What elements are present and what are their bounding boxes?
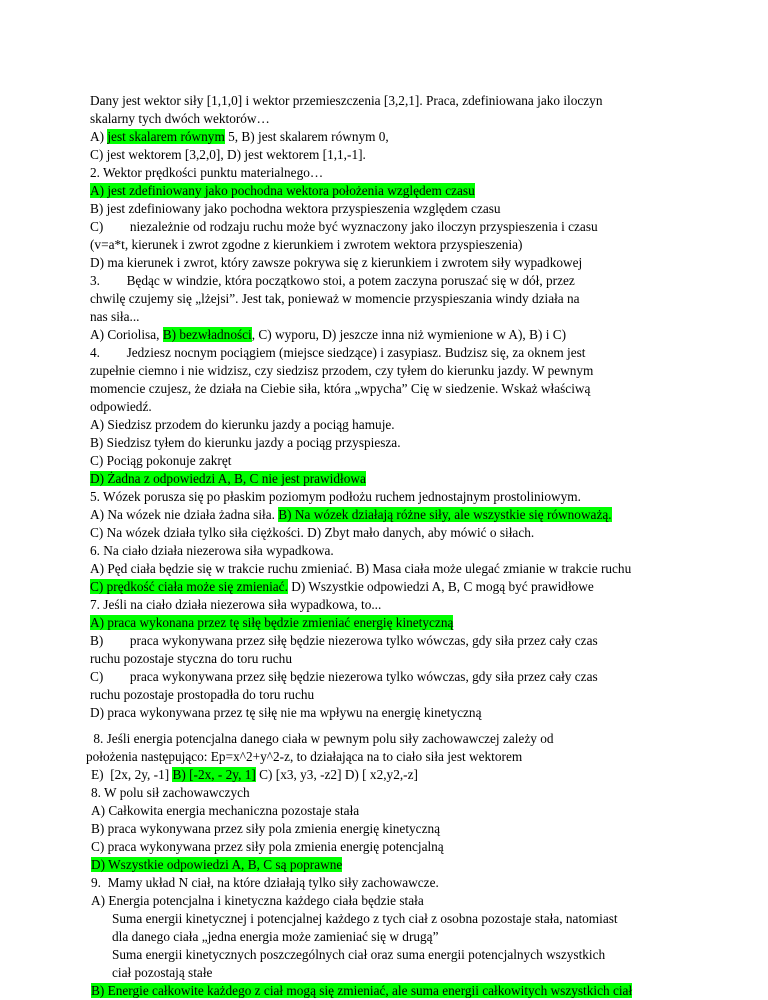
text-run: A) Na wózek nie działa żadna siła. <box>90 507 279 522</box>
text-line <box>90 92 602 110</box>
text-line <box>90 362 593 380</box>
text-run: D) praca wykonywana przez tę siłę nie ma wpływu na energię kinetyczną <box>90 705 482 720</box>
text-line <box>91 982 632 1000</box>
text-run: chwilę czujemy się „lżejsi”. Jest tak, ponieważ w momencie przyspieszania windy działa na <box>90 291 580 306</box>
text-run: położenia następująco: Ep=x^2+y^2-z, to działająca na to ciało siła jest wektorem <box>86 749 523 764</box>
highlighted-answer: A) praca wykonana przez tę siłę będzie zmieniać energię kinetyczną <box>90 615 454 630</box>
highlighted-answer: jest skalarem równym <box>107 129 225 144</box>
text-line <box>90 164 323 182</box>
text-run: 8. W polu sił zachowawczych <box>91 785 250 800</box>
text-line <box>90 650 292 668</box>
text-run: (v=a*t, kierunek i zwrot zgodne z kierunkiem i zwrotem wektora przyspieszenia) <box>90 237 523 252</box>
text-run: zupełnie ciemno i nie widzisz, czy siedzisz przodem, czy tyłem do kierunku jazdy. W pewnym <box>90 363 594 378</box>
text-line <box>90 668 598 686</box>
text-line <box>90 596 381 614</box>
text-run: , C) wyporu, D) jeszcze inna niż wymienione w A), B) i C) <box>251 327 567 342</box>
text-line <box>90 632 598 650</box>
text-run: ruchu pozostaje prostopadła do toru ruchu <box>90 687 315 702</box>
text-line <box>90 488 581 506</box>
text-line <box>91 874 439 892</box>
text-run: nas siła... <box>90 309 140 324</box>
highlighted-answer: C) prędkość ciała może się zmieniać. <box>90 579 288 594</box>
text-line <box>90 254 582 272</box>
text-line <box>90 416 395 434</box>
text-run: C) Pociąg pokonuje zakręt <box>90 453 232 468</box>
text-run: ciał pozostają stałe <box>112 965 213 980</box>
text-run: C) praca wykonywana przez siłę będzie niezerowa tylko wówczas, gdy siła przez cały czas <box>90 669 598 684</box>
text-run: 5. Wózek porusza się po płaskim poziomym podłożu ruchem jednostajnym prostoliniowym. <box>90 489 581 504</box>
text-run: C) niezależnie od rodzaju ruchu może być wyznaczony jako iloczyn przyspieszenia i czasu <box>90 219 598 234</box>
text-line <box>90 182 475 200</box>
highlighted-answer: D) Żadna z odpowiedzi A, B, C nie jest prawidłowa <box>90 471 366 486</box>
text-run: C) praca wykonywana przez siły pola zmienia energię potencjalną <box>91 839 444 854</box>
text-line <box>112 910 618 928</box>
text-run: 9. Mamy układ N ciał, na które działają tylko siły zachowawcze. <box>91 875 439 890</box>
text-run: skalarny tych dwóch wektorów… <box>90 111 270 126</box>
text-line <box>91 802 359 820</box>
text-line <box>91 892 424 910</box>
text-run: Suma energii kinetycznych poszczególnych ciał oraz suma energii potencjalnych wszystkich <box>112 947 606 962</box>
text-run: 2. Wektor prędkości punktu materialnego… <box>90 165 324 180</box>
text-line <box>90 218 598 236</box>
text-run: C) [x3, y3, -z2] D) [ x2,y2,-z] <box>255 767 418 782</box>
text-line <box>86 748 522 766</box>
text-run: odpowiedź. <box>90 399 152 414</box>
text-line <box>90 290 580 308</box>
text-line <box>90 344 586 362</box>
text-run: 7. Jeśli na ciało działa niezerowa siła wypadkowa, to... <box>90 597 382 612</box>
text-run: D) Wszystkie odpowiedzi A, B, C mogą być prawidłowe <box>287 579 594 594</box>
text-run: A) Całkowita energia mechaniczna pozostaje stała <box>91 803 360 818</box>
text-run: dla danego ciała „jedna energia może zamieniać się w drugą” <box>112 929 439 944</box>
highlighted-answer: B) bezwładności <box>162 327 252 342</box>
text-line <box>90 110 270 128</box>
text-run: 3. Będąc w windzie, która początkowo stoi, a potem zaczyna poruszać się w dół, przez <box>90 273 575 288</box>
text-line <box>90 272 575 290</box>
text-run: Suma energii kinetycznej i potencjalnej każdego z tych ciał z osobna pozostaje stała, natomiast <box>112 911 618 926</box>
text-line <box>90 686 314 704</box>
text-run: A) Coriolisa, <box>90 327 163 342</box>
text-run: B) praca wykonywana przez siłę będzie niezerowa tylko wówczas, gdy siła przez cały czas <box>90 633 598 648</box>
text-line <box>90 380 590 398</box>
highlighted-answer: D) Wszystkie odpowiedzi A, B, C są poprawne <box>91 857 343 872</box>
text-line <box>90 452 231 470</box>
highlighted-answer: A) jest zdefiniowany jako pochodna wektora położenia względem czasu <box>90 183 475 198</box>
text-run: C) jest wektorem [3,2,0], D) jest wektorem [1,1,-1]. <box>90 147 366 162</box>
text-line <box>91 766 418 784</box>
text-line <box>90 200 501 218</box>
text-run: momencie czujesz, że działa na Ciebie siła, która „wpycha” Cię w siedzenie. Wskaż właściwą <box>90 381 591 396</box>
text-line <box>90 524 534 542</box>
text-line <box>90 542 334 560</box>
text-run: 5, B) jest skalarem równym 0, <box>224 129 389 144</box>
text-line <box>90 578 594 596</box>
text-line <box>112 928 438 946</box>
text-line <box>90 730 554 748</box>
text-line <box>91 820 440 838</box>
text-run: 8. Jeśli energia potencjalna danego ciała w pewnym polu siły zachowawczej zależy od <box>90 731 554 746</box>
text-run: A) Siedzisz przodem do kierunku jazdy a pociąg hamuje. <box>90 417 395 432</box>
text-run: D) ma kierunek i zwrot, który zawsze pokrywa się z kierunkiem i zwrotem siły wypadkowej <box>90 255 583 270</box>
text-line <box>112 964 212 982</box>
highlighted-answer: B) Energie całkowite każdego z ciał mogą się zmieniać, ale suma energii całkowitych wszystkich ciał <box>91 983 633 998</box>
text-run: E) [2x, 2y, -1] <box>91 767 173 782</box>
text-run: ruchu pozostaje styczna do toru ruchu <box>90 651 292 666</box>
text-run: A) Pęd ciała będzie się w trakcie ruchu zmieniać. B) Masa ciała może ulegać zmianie w trakcie ruchu <box>90 561 632 576</box>
text-run: Dany jest wektor siły [1,1,0] i wektor przemieszczenia [3,2,1]. Praca, zdefiniowana jako iloczyn <box>90 93 603 108</box>
text-line <box>90 398 152 416</box>
text-run: A) Energia potencjalna i kinetyczna każdego ciała będzie stała <box>91 893 424 908</box>
text-line <box>90 470 366 488</box>
text-line <box>90 560 631 578</box>
text-line <box>90 308 140 326</box>
highlighted-answer: B) Na wózek działają różne siły, ale wszystkie się równoważą. <box>278 507 612 522</box>
text-line <box>90 614 453 632</box>
text-run: B) Siedzisz tyłem do kierunku jazdy a pociąg przyspiesza. <box>90 435 401 450</box>
text-run: C) Na wózek działa tylko siła ciężkości. D) Zbyt mało danych, aby mówić o siłach. <box>90 525 535 540</box>
text-line <box>112 946 605 964</box>
text-run: 4. Jedziesz nocnym pociągiem (miejsce siedzące) i zasypiasz. Budzisz się, za oknem jest <box>90 345 586 360</box>
text-run: A) <box>90 129 108 144</box>
text-line <box>90 236 522 254</box>
text-line <box>90 146 366 164</box>
text-line <box>91 784 250 802</box>
highlighted-answer: B) [-2x, - 2y, 1] <box>172 767 256 782</box>
text-line <box>90 128 389 146</box>
text-line <box>90 704 481 722</box>
text-line <box>90 326 566 344</box>
text-run: B) jest zdefiniowany jako pochodna wektora przyspieszenia względem czasu <box>90 201 501 216</box>
text-line <box>90 506 612 524</box>
text-line <box>91 838 444 856</box>
text-line <box>91 856 342 874</box>
text-run: B) praca wykonywana przez siły pola zmienia energię kinetyczną <box>91 821 441 836</box>
text-run: 6. Na ciało działa niezerowa siła wypadkowa. <box>90 543 334 558</box>
text-line <box>90 434 401 452</box>
